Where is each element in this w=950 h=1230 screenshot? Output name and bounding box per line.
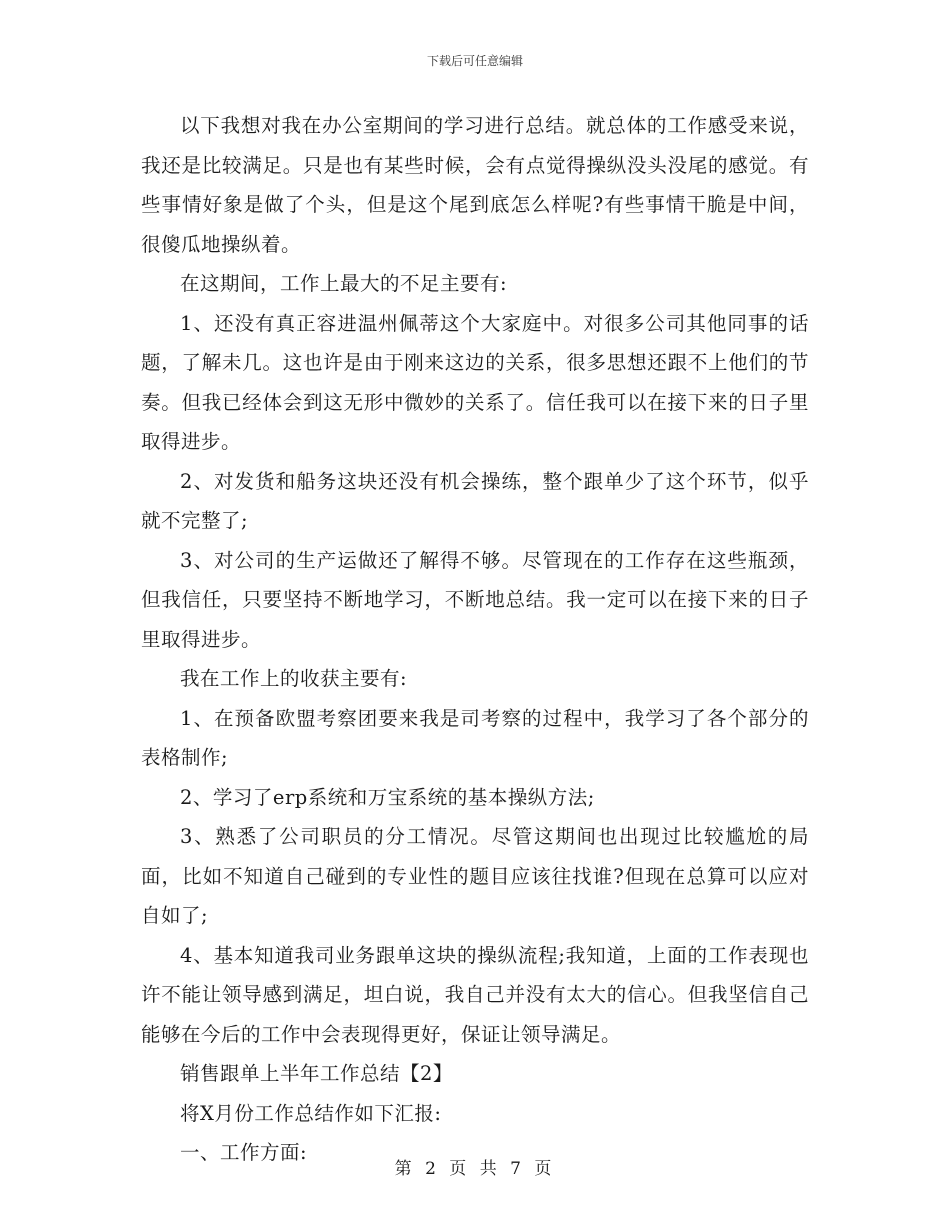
paragraph: 1、在预备欧盟考察团要来我是司考察的过程中，我学习了各个部分的表格制作;	[141, 706, 809, 769]
subsection-heading: 一、工作方面:	[180, 1141, 308, 1164]
paragraph: 4、基本知道我司业务跟单这块的操纵流程;我知道，上面的工作表现也许不能让领导感到满足，坦白说，我自己并没有太大的信心。但我坚信自己能够在今后的工作中会表现得更好，保证让领导满足。	[141, 943, 809, 1046]
paragraph: 2、对发货和船务这块还没有机会操练，整个跟单少了这个环节，似乎就不完整了;	[141, 469, 809, 532]
paragraph: 1、还没有真正容进温州佩蒂这个大家庭中。对很多公司其他同事的话题，了解未几。这也许是由于刚来这边的关系，很多思想还跟不上他们的节奏。但我已经体会到这无形中微妙的关系了。信任我可以在接下来的日子里取得进步。	[141, 311, 809, 453]
paragraph: 以下我想对我在办公室期间的学习进行总结。就总体的工作感受来说，我还是比较满足。只是也有某些时候，会有点觉得操纵没头没尾的感觉。有些事情好象是做了个头，但是这个尾到底怎么样呢?有些事情干脆是中间，很傻瓜地操纵着。	[141, 114, 809, 256]
paragraph: 3、熟悉了公司职员的分工情况。尽管这期间也出现过比较尴尬的局面，比如不知道自己碰到的专业性的题目应该往找谁?但现在总算可以应对自如了;	[141, 825, 809, 927]
document-body	[141, 106, 809, 1173]
paragraph: 2、学习了erp系统和万宝系统的基本操纵方法;	[180, 785, 595, 809]
page-number-footer: 第 2 页 共 7 页	[394, 1159, 556, 1179]
section-heading: 销售跟单上半年工作总结【2】	[180, 1062, 453, 1085]
paragraph: 将X月份工作总结作如下汇报:	[180, 1101, 442, 1125]
paragraph: 在这期间，工作上最大的不足主要有:	[180, 272, 508, 295]
paragraph: 我在工作上的收获主要有:	[180, 667, 408, 690]
page-header: 下载后可任意编辑	[426, 54, 523, 68]
paragraph: 3、对公司的生产运做还了解得不够。尽管现在的工作存在这些瓶颈，但我信任，只要坚持不断地学习，不断地总结。我一定可以在接下来的日子里取得进步。	[141, 548, 809, 651]
